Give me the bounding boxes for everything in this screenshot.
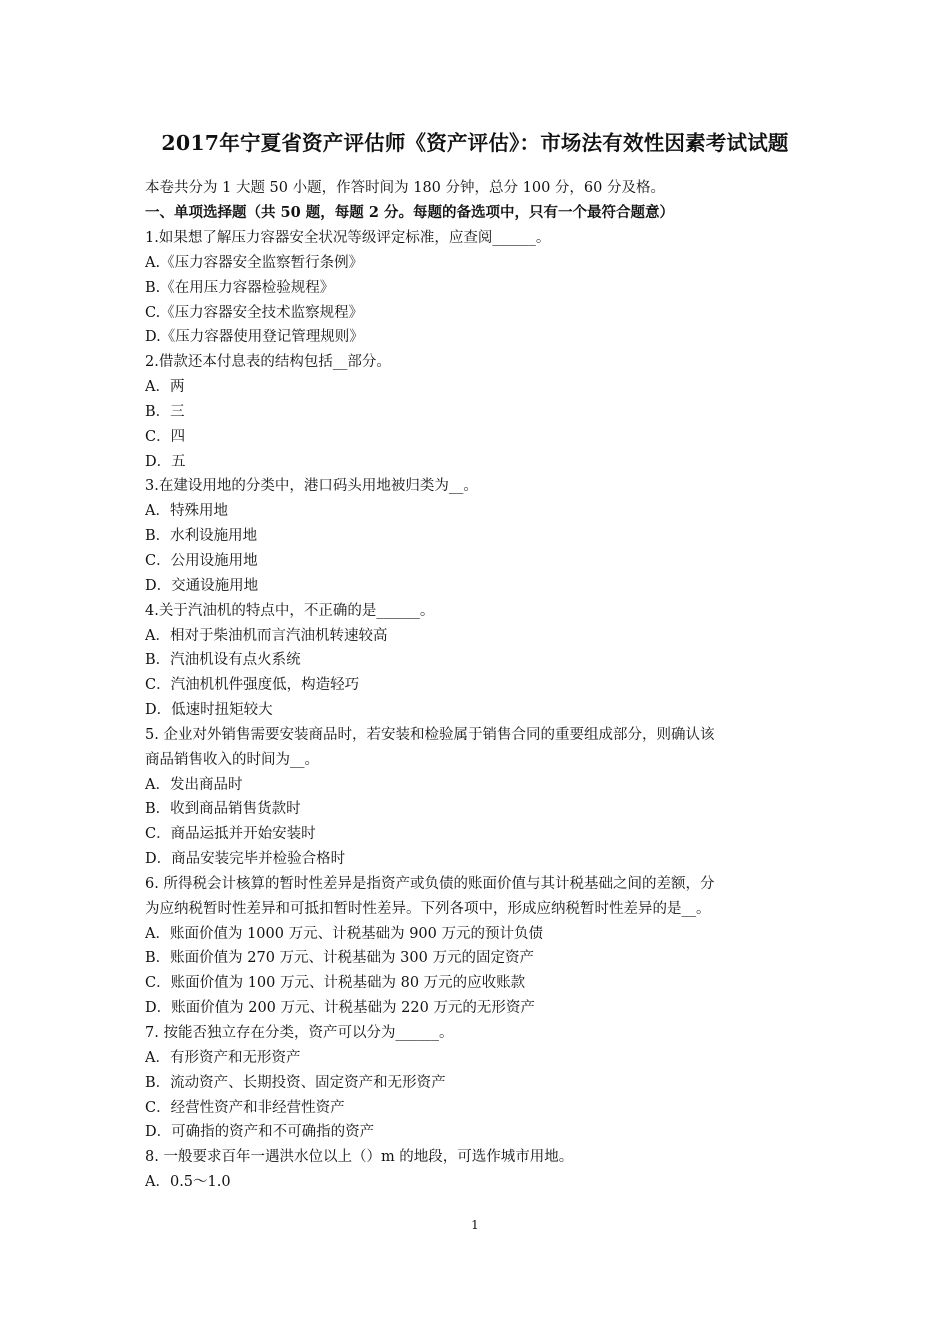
question-3-option-c: C．公用设施用地 [145,552,258,569]
question-7-option-b: B．流动资产、长期投资、固定资产和无形资产 [145,1074,446,1091]
question-1-option-a: A.《压力容器安全监察暂行条例》 [145,254,364,271]
question-7-option-a: A．有形资产和无形资产 [145,1049,301,1066]
question-2-option-a: A．两 [145,379,185,396]
question-1-option-b: B.《在用压力容器检验规程》 [145,279,335,296]
question-2-option-b: B．三 [145,403,185,420]
question-5-line-1: 5. 企业对外销售需要安装商品时，若安装和检验属于销售合同的重要组成部分，则确认该 [145,726,715,743]
section-heading: 一、单项选择题（共 50 题，每题 2 分。每题的备选项中，只有一个最符合题意） [145,204,674,221]
question-6-option-a: A．账面价值为 1000 万元、计税基础为 900 万元的预计负债 [145,925,543,942]
question-4-option-b: B．汽油机设有点火系统 [145,652,301,669]
question-1-option-c: C.《压力容器安全技术监察规程》 [145,304,364,321]
question-2-option-d: D．五 [145,453,186,470]
question-4-option-a: A．相对于柴油机而言汽油机转速较高 [145,627,388,644]
question-5-option-c: C．商品运抵并开始安装时 [145,826,316,843]
question-1: 1.如果想了解压力容器安全状况等级评定标准，应查阅______。 [145,230,551,246]
question-7-option-d: D．可确指的资产和不可确指的资产 [145,1124,375,1141]
question-6-option-b: B．账面价值为 270 万元、计税基础为 300 万元的固定资产 [145,950,534,967]
question-8: 8. 一般要求百年一遇洪水位以上（）m 的地段，可选作城市用地。 [145,1149,574,1166]
question-2: 2.借款还本付息表的结构包括__部分。 [145,354,391,371]
question-3-option-d: D．交通设施用地 [145,577,259,594]
question-5-option-d: D．商品安装完毕并检验合格时 [145,851,346,868]
exam-intro: 本卷共分为 1 大题 50 小题，作答时间为 180 分钟，总分 100 分，60 分及格。 [145,180,665,196]
page-number: 1 [471,1218,479,1232]
question-5-option-a: A．发出商品时 [145,776,243,793]
question-7: 7. 按能否独立存在分类，资产可以分为______。 [145,1025,454,1041]
question-8-option-a: A．0.5～1.0 [145,1174,231,1191]
question-3-option-b: B．水利设施用地 [145,528,258,545]
question-4: 4.关于汽油机的特点中，不正确的是______。 [145,602,435,619]
question-4-option-c: C．汽油机机件强度低，构造轻巧 [145,677,360,694]
question-6-option-d: D．账面价值为 200 万元、计税基础为 220 万元的无形资产 [145,1000,535,1017]
document-title: 2017年宁夏省资产评估师《资产评估》：市场法有效性因素考试试题 [161,131,789,155]
question-3: 3.在建设用地的分类中，港口码头用地被归类为__。 [145,478,478,495]
question-5-line-2: 商品销售收入的时间为__。 [145,751,319,768]
question-6-option-c: C．账面价值为 100 万元、计税基础为 80 万元的应收账款 [145,975,526,992]
question-5-option-b: B．收到商品销售货款时 [145,801,301,818]
question-7-option-c: C．经营性资产和非经营性资产 [145,1099,345,1116]
question-list [145,226,815,1195]
question-6-line-2: 为应纳税暂时性差异和可抵扣暂时性差异。下列各项中，形成应纳税暂时性差异的是__。 [145,900,711,917]
question-1-option-d: D.《压力容器使用登记管理规则》 [145,329,364,346]
question-2-option-c: C．四 [145,428,186,445]
question-4-option-d: D．低速时扭矩较大 [145,702,273,719]
question-6-line-1: 6. 所得税会计核算的暂时性差异是指资产或负债的账面价值与其计税基础之间的差额，分 [145,875,715,892]
question-3-option-a: A．特殊用地 [145,503,228,520]
